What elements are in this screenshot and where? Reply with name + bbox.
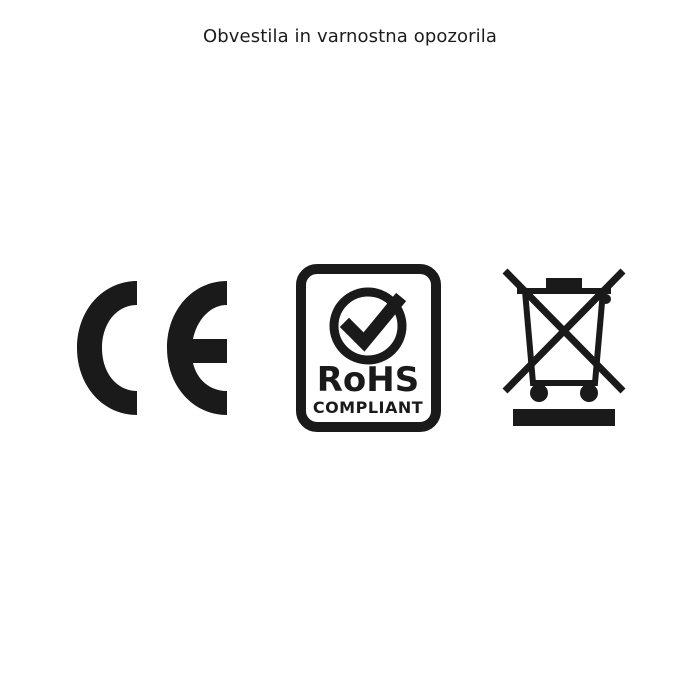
mark-spacer — [451, 343, 481, 353]
mark-spacer — [264, 343, 286, 353]
svg-text:COMPLIANT: COMPLIANT — [312, 397, 424, 417]
weee-marking — [481, 255, 646, 440]
weee-bin-icon — [499, 263, 629, 433]
ce-marking — [54, 255, 264, 440]
page-title: Obvestila in varnostna opozorila — [203, 26, 497, 47]
rohs-compliant-icon — [296, 264, 441, 432]
rohs-compliant — [286, 255, 451, 440]
ce-mark-icon — [67, 273, 252, 423]
svg-text:RoHS: RoHS — [316, 359, 420, 400]
compliance-marks-row — [0, 255, 700, 440]
